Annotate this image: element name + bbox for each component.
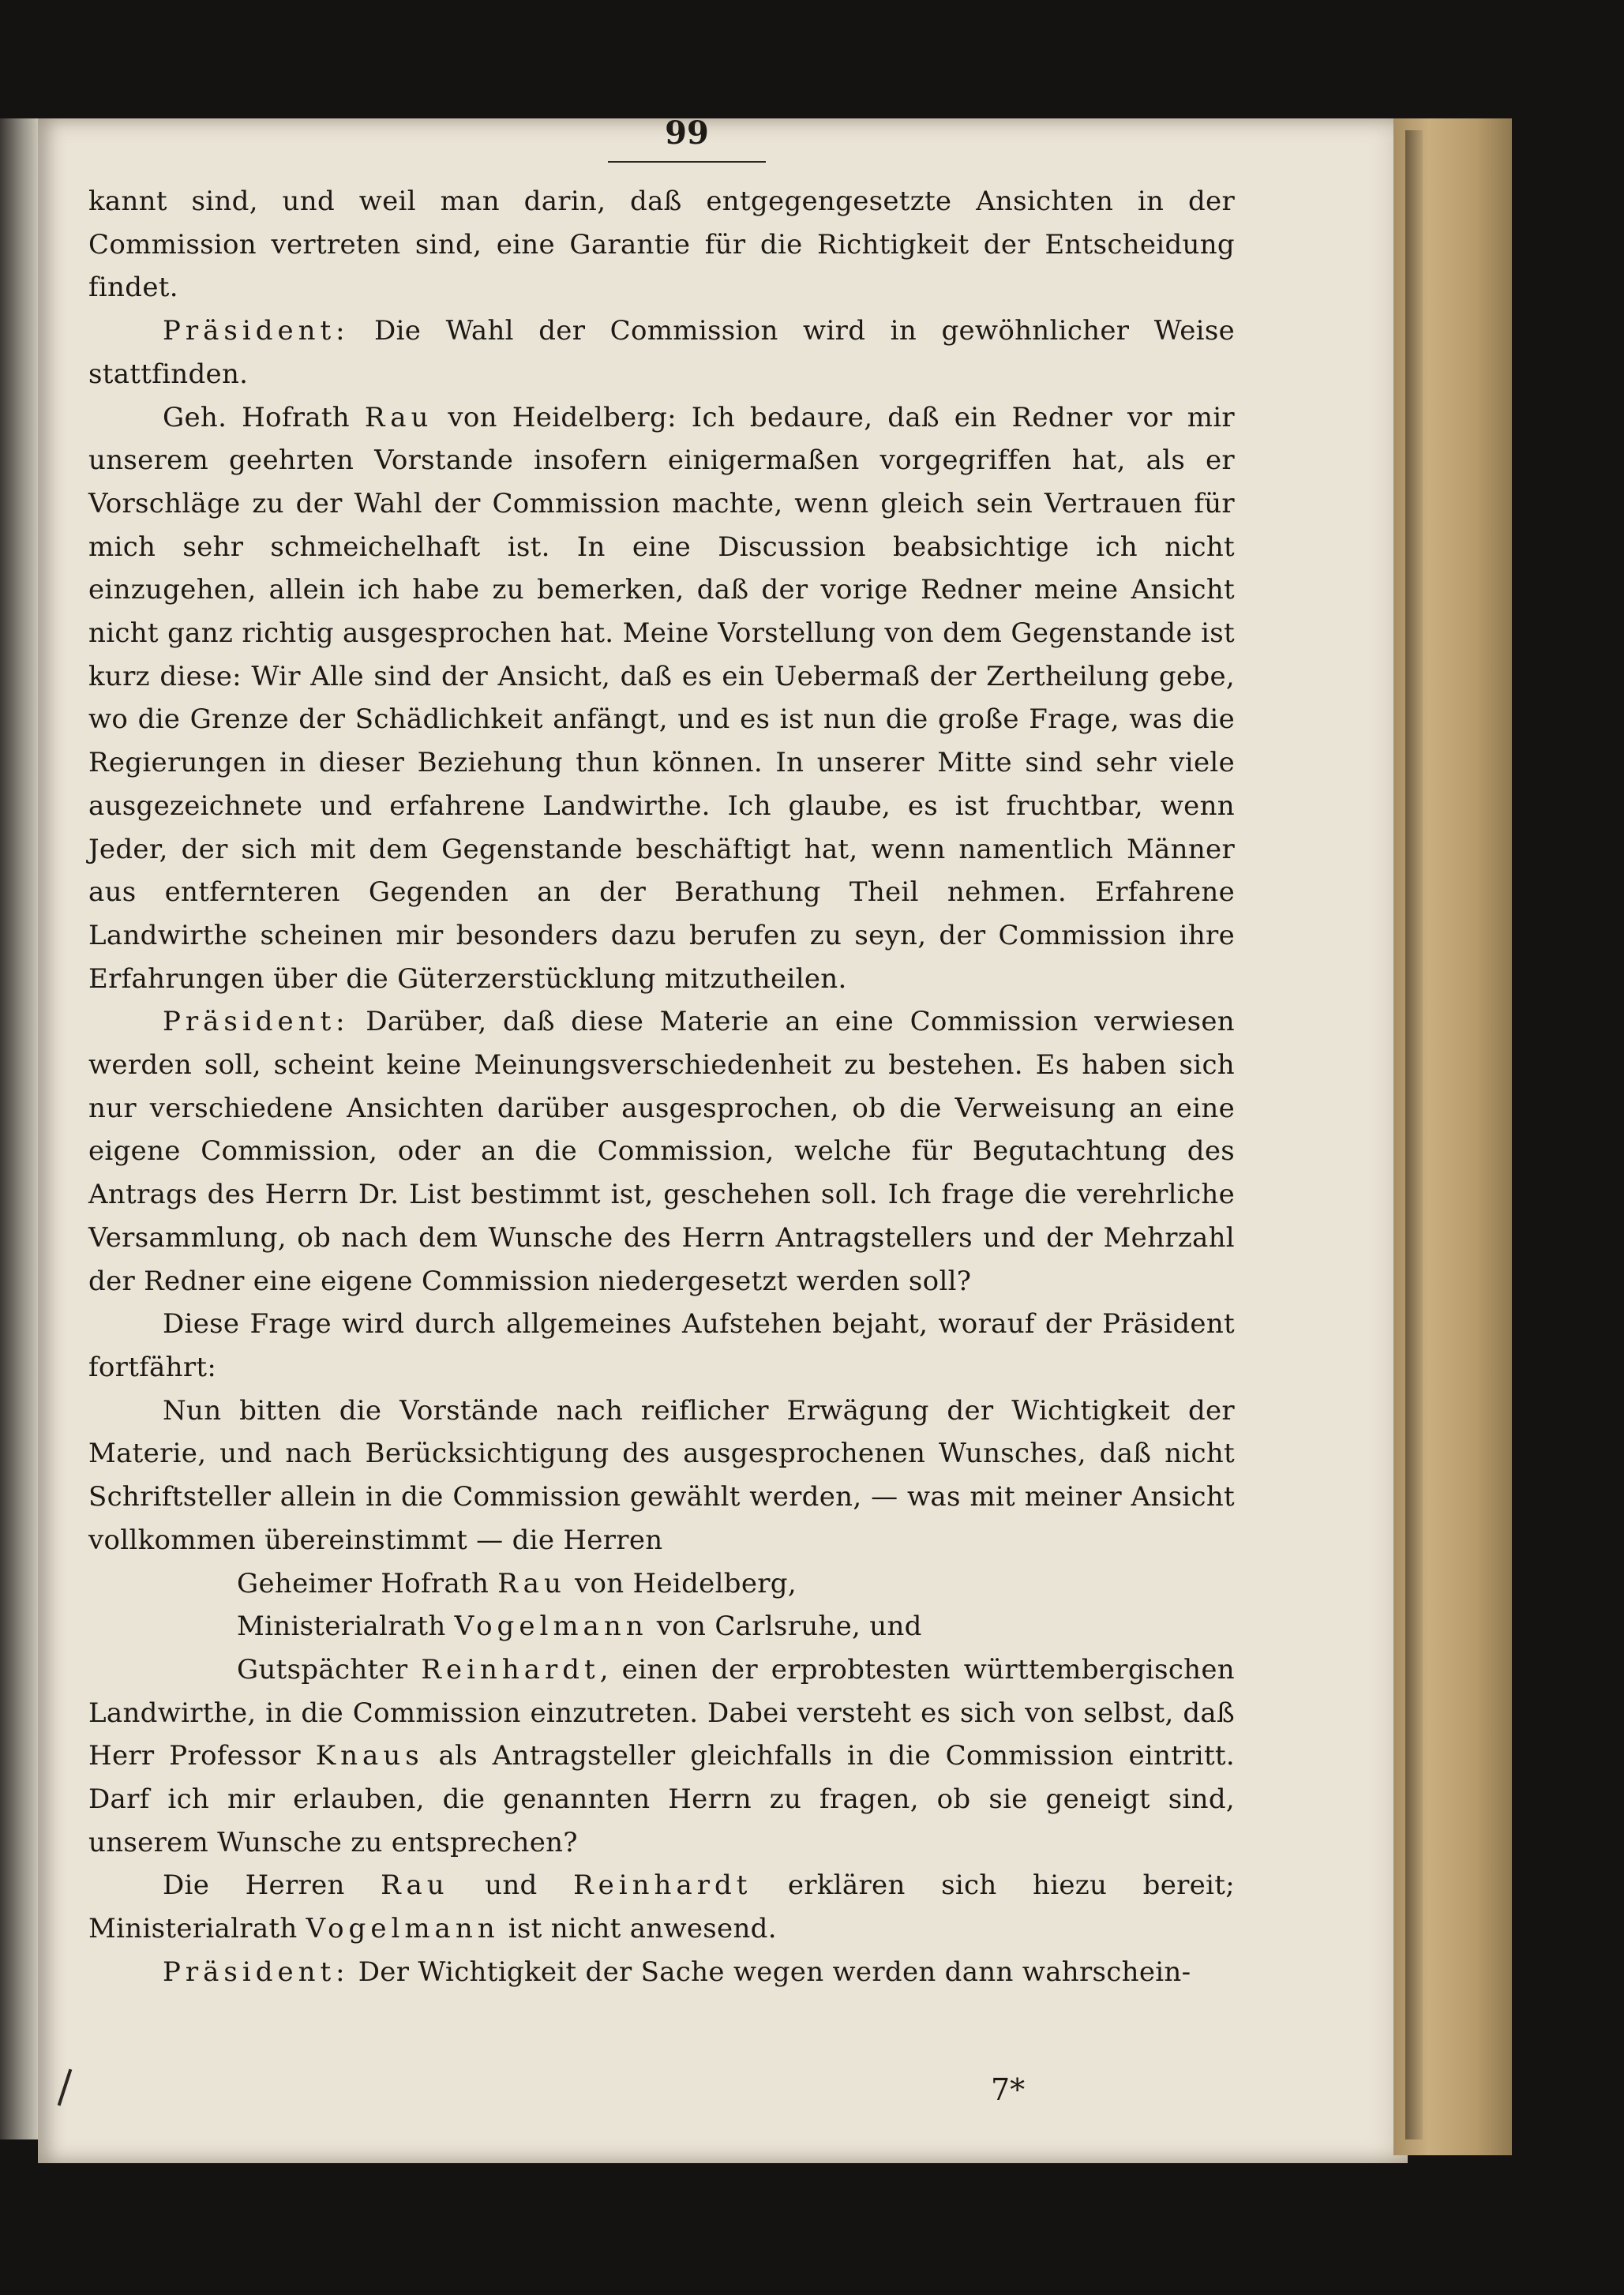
list-item-name: Rau [497,1567,566,1599]
paragraph-text: Der Wichtigkeit der Sache wegen werden dann wahrschein- [349,1956,1191,1988]
speaker-name: Präsident: [163,1956,350,1988]
paragraph-text: Nun bitten die Vorstände nach reiflicher Erwägung der Wichtigkeit der Materie, und nach Berücksichtigung des ausgesprochenen Wunsches, daß nicht Schriftsteller allein in die Commission gewählt werden, — was mit meiner Ansicht vollkommen übereinstimmt — die Herren [88,1394,1235,1556]
signature-mark: 7* [991,2072,1026,2107]
paragraph [88,1864,1235,1950]
person-name: Reinhardt [573,1869,752,1902]
person-name: Rau [381,1869,449,1902]
paragraph-text: kannt sind, und weil man darin, daß entgegengesetzte Ansichten in der Commission vertreten sind, eine Garantie für die Richtigkeit der Entscheidung findet. [88,186,1235,304]
list-item-text: als Antragsteller gleichfalls in die Commission eintritt. Darf ich mir erlauben, die genannten Herrn zu fragen, ob sie geneigt sind, unserem Wunsche zu entsprechen? [88,1740,1235,1858]
list-item-text: von Heidelberg, [565,1567,797,1599]
paragraph-text: Die Herren [163,1869,381,1902]
paragraph-text: Die Wahl der Commission wird in gewöhnlicher Weise stattfinden. [88,315,1235,390]
list-item-text: , einen der erprobtesten württembergischen Landwirthe, in die Commission einzutreten. Dabei versteht es sich von selbst, daß Herr Professor [88,1653,1236,1772]
page-stack-edge [1405,130,1423,2139]
paragraph [88,180,1235,309]
list-item-title: Gutspächter [237,1653,422,1686]
list-item-title: Ministerialrath [237,1611,455,1643]
speaker-title: Geh. Hofrath [163,401,365,433]
list-item-text: von Carlsruhe, und [647,1611,922,1643]
speaker-name: Rau [364,401,433,433]
paragraph-text: und [448,1869,574,1902]
list-item-title: Geheimer Hofrath [237,1567,498,1599]
list-item-name: Vogelmann [454,1611,648,1643]
list-item-name: Reinhardt [421,1653,600,1686]
list-item [88,1562,1235,1606]
list-item [88,1648,1235,1865]
paragraph-text: ist nicht anwesend. [499,1913,777,1945]
page-number: 99 [665,114,709,152]
paragraph [88,1951,1235,1994]
paragraph [88,1303,1235,1389]
body-text [88,180,1235,1994]
paragraph-text: erklären sich hiezu bereit; Ministerialrath [88,1869,1235,1945]
speaker-origin: von Heidelberg: [433,401,677,433]
list-item-name: Knaus [315,1740,424,1772]
paragraph-text: Ich bedaure, daß ein Redner vor mir unserem geehrten Vorstande insofern einigermaßen vorgegriffen hat, als er Vorschläge zu der Wahl der Commission machte, wenn gleich sein Vertrauen für mich sehr schmeichelhaft ist. In eine Discussion beabsichtige ich nicht einzugehen, allein ich habe zu bemerken, daß der vorige Redner meine Ansicht nicht ganz richtig ausgesprochen hat. Meine Vorstellung von dem Gegenstande ist kurz diese: Wir Alle sind der Ansicht, daß es ein Uebermaß der Zertheilung gebe, wo die Grenze der Schädlichkeit anfängt, und es ist nun die große Frage, was die Regierungen in dieser Beziehung thun können. In unserer Mitte sind sehr viele ausgezeichnete und erfahrene Landwirthe. Ich glaube, es ist fruchtbar, wenn Jeder, der sich mit dem Gegenstande beschäftigt hat, wenn namentlich Männer aus entfernteren Gegenden an der Berathung Theil nehmen. Erfahrene Landwirthe scheinen mir besonders dazu berufen zu seyn, der Commission ihre Erfahrungen über die Güterzerstücklung mitzutheilen. [88,401,1235,995]
left-page-edge [0,118,38,2139]
paragraph [88,396,1235,1001]
paragraph [88,1389,1235,1562]
paragraph [88,1000,1235,1303]
speaker-name: Präsident: [163,1006,350,1038]
paragraph-text: Darüber, daß diese Materie an eine Commission verwiesen werden soll, scheint keine Meinungsverschiedenheit zu bestehen. Es haben sich nur verschiedene Ansichten darüber ausgesprochen, ob die Verweisung an eine eigene Commission, oder an die Commission, welche für Begutachtung des Antrags des Herrn Dr. List bestimmt ist, geschehen soll. Ich frage die verehrliche Versammlung, ob nach dem Wunsche des Herrn Antragstellers und der Mehrzahl der Redner eine eigene Commission niedergesetzt werden soll? [88,1006,1235,1297]
paragraph-text: Diese Frage wird durch allgemeines Aufstehen bejaht, worauf der Präsident fortfährt: [88,1308,1235,1383]
speaker-name: Präsident: [163,315,350,347]
paragraph [88,309,1235,396]
list-item [88,1605,1235,1648]
header-rule [608,161,766,163]
page-header [600,114,774,163]
person-name: Vogelmann [306,1913,500,1945]
